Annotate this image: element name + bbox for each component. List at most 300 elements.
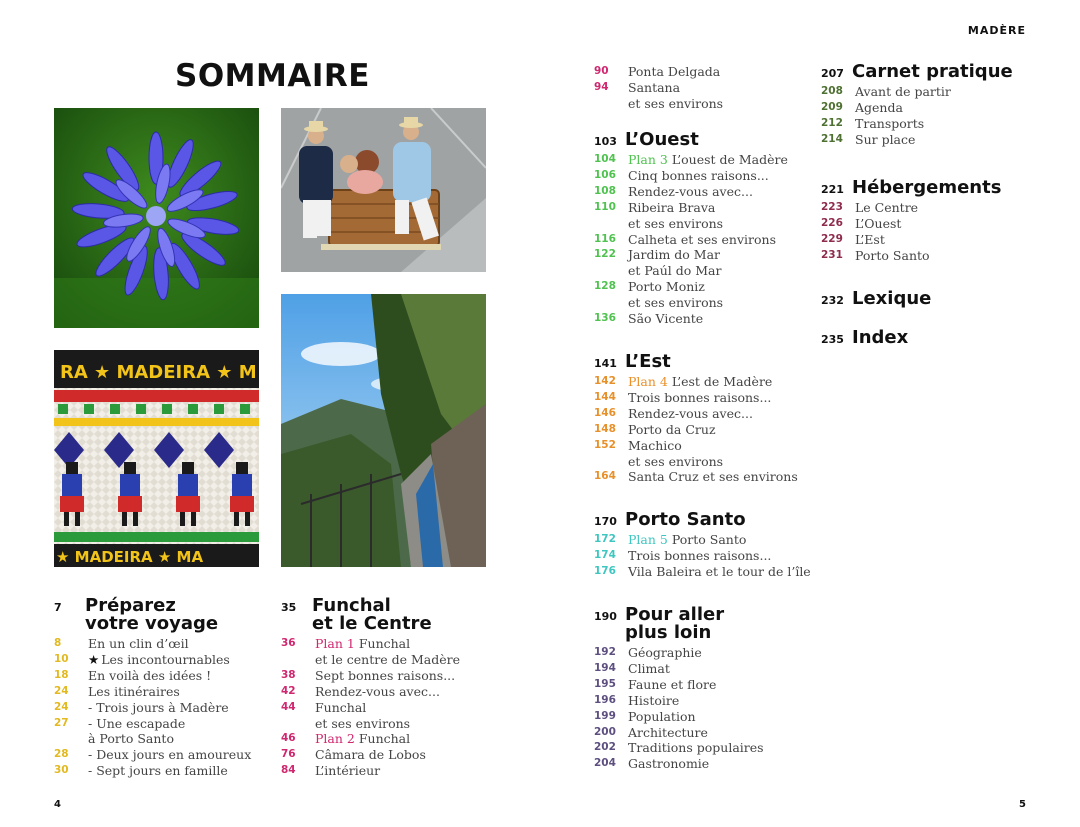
toc-entry-text [628,422,819,438]
toc-entry[interactable] [281,747,496,763]
toc-entry-line-text: Vila Baleira et le tour de l’île [628,563,811,579]
toc-entry-page: 106 [594,168,616,181]
toc-entry[interactable] [594,406,819,422]
toc-section-hebergements [821,179,1046,264]
section-title-line: Hébergements [852,177,1002,198]
toc-entry-text [855,132,1046,148]
toc-entry-line [855,84,1046,100]
toc-entry-line [628,96,819,112]
section-title-line: Carnet pratique [852,61,1013,82]
toc-entry-line-text: - Deux jours en amoureux [88,747,252,763]
toc-entry-line [315,716,496,732]
toc-entry-line-text: L’Est [855,231,885,247]
toc-entry-line [628,216,819,232]
section-heading [594,131,819,149]
toc-entry-text [855,116,1046,132]
toc-entry-line-text: Ponta Delgada [628,64,721,79]
section-heading [821,63,1046,81]
toc-entry-page: 136 [594,312,616,325]
toc-entry-page: 195 [594,677,616,690]
section-page-number: 35 [281,601,297,614]
toc-entry-line [315,700,496,716]
toc-entry-text [88,636,269,652]
toc-entry-text [628,184,819,200]
toc-entry-line [628,311,819,327]
section-page-number: 221 [821,183,844,196]
toc-section-preparez [54,597,269,779]
toc-entry-line [855,216,1046,232]
toc-entry-line [88,716,269,732]
toc-entry[interactable] [594,548,819,564]
section-page-number: 103 [594,135,617,148]
toc-entry[interactable] [54,684,269,700]
toc-entry[interactable] [821,200,1046,216]
toc-entry-text [628,677,819,693]
toc-entry-line [315,763,496,779]
toc-entry-page: 128 [594,280,616,293]
toc-entry[interactable] [821,232,1046,248]
toc-entry-page: 142 [594,375,616,387]
toc-entry-list [594,532,819,580]
toc-entry-text [628,152,819,168]
toc-entry-line [628,725,819,741]
toc-section-index [821,329,1046,350]
section-title [852,179,1001,197]
toc-entry-text [628,469,819,485]
toc-entry-page: 24 [54,684,69,697]
toc-entry-text [628,693,819,709]
toc-entry-line-text: Les incontournables [101,651,230,667]
toc-entry-line [628,247,819,263]
toc-entry-line [88,700,269,716]
svg-text:RA ★ MADEIRA ★ M: RA ★ MADEIRA ★ M [60,362,257,383]
toc-entry-line-text: Trois bonnes raisons... [628,389,772,405]
toc-entry-text [628,232,819,248]
toc-entry-line-text: Funchal [358,636,411,651]
toc-entry-line-text: Traditions populaires [628,740,764,756]
toc-entry-line-text: Funchal [315,699,367,715]
toc-entry-text [855,100,1046,116]
folio-left: 4 [54,799,61,810]
agapanthus-photo [54,108,259,328]
section-title-line: Index [852,327,909,348]
toc-entry[interactable] [281,763,496,779]
toc-entry-line [855,232,1046,248]
toc-entry[interactable] [54,747,269,763]
toc-entry[interactable] [594,374,819,390]
toc-entry-line-text: Funchal [358,731,411,747]
toc-entry[interactable] [594,184,819,200]
section-title-line: L’Ouest [625,129,699,150]
levada-trail-photo [281,294,486,567]
section-title-line: Pour aller [625,604,725,625]
toc-entry-line [855,100,1046,116]
toc-entry-text [628,564,819,580]
toc-section-est [594,353,819,485]
toc-entry-page: 30 [54,764,69,777]
toc-entry-text [88,684,269,700]
toc-entry-line-text: Jardim do Mar [628,247,720,263]
toc-entry-page: 110 [594,200,616,213]
toc-entry-page: 24 [54,700,69,713]
toc-entry-line [628,279,819,295]
toc-entry[interactable] [594,532,819,548]
toc-entry-line-text: et ses environs [628,295,724,311]
toc-entry-line-text: Câmara de Lobos [315,747,426,763]
toc-section-plus-loin [594,606,819,772]
toc-entry-page: 116 [594,232,616,245]
toc-entry-line-text: Les itinéraires [88,683,180,699]
toc-entry-text [628,374,819,390]
section-page-number: 235 [821,333,844,346]
toc-entry-list [54,636,269,779]
toc-entry-line-text: Ribeira Brava [628,199,716,215]
section-title-line: Préparez [85,595,176,616]
toc-entry[interactable] [594,709,819,725]
toc-entry-text [88,668,269,684]
star-icon: ★ [88,651,100,667]
toc-entry-text [628,548,819,564]
toc-entry-page: 108 [594,184,616,197]
toc-entry[interactable] [281,731,496,747]
toc-entry-page: 176 [594,564,616,577]
toc-entry[interactable] [281,636,496,668]
toc-entry-page: 122 [594,248,616,261]
toc-entry-line-text: et Paúl do Mar [628,263,722,279]
section-heading [594,353,819,371]
toc-entry-text [628,661,819,677]
toc-section-carnet [821,63,1046,148]
toc-entry[interactable] [54,763,269,779]
toc-entry-line-text: - Sept jours en famille [88,763,228,779]
toc-entry-page: 231 [821,248,843,261]
toc-entry[interactable] [594,438,819,470]
toc-entry-line-text: Histoire [628,692,680,708]
section-title-line: et le Centre [312,613,432,634]
toc-entry-text [628,709,819,725]
toc-entry-text [628,390,819,406]
toc-entry-line-text: Rendez-vous avec... [628,405,753,421]
toc-entry-line-text: Rendez-vous avec... [628,183,753,199]
toc-entry-line-text: L’Ouest [855,215,902,231]
toc-entry-line [628,454,819,470]
section-page-number: 170 [594,515,617,528]
toc-entry-list [594,152,819,327]
section-page-number: 7 [54,601,62,614]
toc-entry-page: 146 [594,406,616,419]
toc-entry-text [315,684,496,700]
toc-entry[interactable] [594,64,819,80]
toc-entry-text [88,700,269,716]
toc-entry[interactable] [281,700,496,732]
toc-entry-line-text: Architecture [628,724,708,740]
section-title [852,329,908,347]
toc-entry-line-text: Santa Cruz et ses environs [628,469,798,485]
folio-right: 5 [1019,799,1026,810]
toc-entry[interactable] [54,652,269,668]
section-heading [281,597,496,633]
toc-entry-line [628,406,819,422]
toc-entry-list [594,64,819,112]
toc-entry-line-text: Calheta et ses environs [628,231,776,247]
toc-entry[interactable] [594,693,819,709]
toc-entry-line-text: Le Centre [855,200,919,215]
toc-entry[interactable] [54,700,269,716]
toc-entry-line [88,763,269,779]
toc-entry-line [628,232,819,248]
toc-entry-line [855,248,1046,264]
section-title-line: plus loin [625,622,712,643]
toc-entry-text [628,406,819,422]
section-heading [594,511,819,529]
section-page-number: 141 [594,357,617,370]
toc-section-funchal [281,597,496,779]
toc-entry-page: 27 [54,716,69,729]
plan-label: Plan 1 [315,636,355,651]
toc-entry[interactable] [594,645,819,661]
toc-entry-line-text: L’est de Madère [671,374,773,389]
toc-entry[interactable] [281,668,496,684]
toc-entry-line [628,64,819,80]
toc-entry-page: 148 [594,422,616,435]
toc-entry[interactable] [821,248,1046,264]
toc-entry-line [628,295,819,311]
toc-entry-text [855,216,1046,232]
svg-text:★ MADEIRA ★ MA: ★ MADEIRA ★ MA [56,548,204,566]
toc-entry-page: 226 [821,216,843,229]
toc-entry[interactable] [821,116,1046,132]
toc-entry[interactable] [594,564,819,580]
page-title: SOMMAIRE [175,58,370,94]
toc-entry-line-text: Population [628,708,696,724]
toc-entry-page: 223 [821,201,843,213]
toc-entry-page: 90 [594,65,609,77]
toc-entry-line-text: et ses environs [628,95,724,111]
toc-entry-line-text: Sept bonnes raisons... [315,667,456,683]
section-title-line: Funchal [312,595,391,616]
toc-entry-page: 28 [54,748,69,761]
toc-entry-line-text: Porto Moniz [628,279,705,295]
section-title [625,353,671,371]
toc-entry-line-text: Machico [628,437,682,453]
toc-entry-text [88,747,269,763]
toc-entry-text [628,740,819,756]
toc-entry-line-text: et le centre de Madère [315,651,460,667]
toc-entry[interactable] [594,232,819,248]
toc-entry[interactable] [54,636,269,652]
toc-entry-page: 174 [594,548,616,561]
toc-entry[interactable] [594,247,819,279]
toc-entry-line [628,200,819,216]
toc-entry-line-text: São Vicente [628,311,704,327]
toc-entry[interactable] [594,311,819,327]
toc-entry-line [628,756,819,772]
section-heading [821,179,1046,197]
toc-entry-line [315,747,496,763]
toc-entry-line-text: Trois bonnes raisons... [628,547,772,563]
toc-entry-line [855,132,1046,148]
toc-entry[interactable] [594,677,819,693]
toc-entry-page: 84 [281,764,296,777]
toc-entry-text [855,84,1046,100]
toc-entry[interactable] [594,80,819,112]
toc-entry-page: 36 [281,637,296,649]
toc-entry[interactable] [281,684,496,700]
toc-entry-line-text: En voilà des idées ! [88,667,212,683]
toc-entry-page: 76 [281,748,296,761]
toc-entry-line [315,684,496,700]
toc-entry-text [315,747,496,763]
toc-entry[interactable] [54,716,269,748]
toc-entry-line-text: Porto da Cruz [628,421,716,437]
section-title-line: Porto Santo [625,509,746,530]
toc-entry-page: 209 [821,100,843,113]
toc-entry-line [628,709,819,725]
toc-entry-page: 172 [594,533,616,545]
toc-entry[interactable] [821,216,1046,232]
toc-entry-line [628,645,819,661]
toc-entry[interactable] [821,132,1046,148]
toc-entry-text [628,725,819,741]
plan-label: Plan 3 [628,152,668,167]
toc-entry[interactable] [54,668,269,684]
toc-entry-line [628,693,819,709]
toc-entry-line-text: Rendez-vous avec... [315,683,440,699]
toc-entry-page: 214 [821,132,843,145]
toc-entry-line-text: Agenda [855,99,903,115]
toc-entry-list [281,636,496,779]
toc-entry-line-text: Avant de partir [855,84,951,99]
toc-entry[interactable] [594,168,819,184]
section-title-line: votre voyage [85,613,219,634]
toc-entry-text [628,532,819,548]
toc-entry[interactable] [594,422,819,438]
toc-entry-page: 204 [594,757,616,770]
toc-entry[interactable] [821,84,1046,100]
toc-entry-line-text: à Porto Santo [88,731,174,747]
toc-entry-text [855,232,1046,248]
running-header-region: MADÈRE [967,24,1026,37]
toc-entry-line [628,438,819,454]
toc-entry[interactable] [594,740,819,756]
toc-entry-line-text: - Une escapade [88,715,186,731]
section-title [625,606,724,642]
toc-entry-line-text: L’intérieur [315,763,381,779]
toc-entry-line-text: L’ouest de Madère [671,152,788,167]
toc-entry[interactable] [594,200,819,232]
toc-entry-text [628,311,819,327]
section-title [625,511,746,529]
toc-entry-page: 42 [281,684,296,697]
toc-entry-text [88,652,269,668]
toc-entry-line-text: et ses environs [315,715,411,731]
toc-entry-page: 212 [821,116,843,129]
toc-entry-page: 46 [281,732,296,745]
section-title-line: Lexique [852,288,932,309]
toc-entry-page: 144 [594,390,616,403]
toc-entry-page: 196 [594,693,616,706]
section-title-line: L’Est [625,351,671,372]
toc-entry-page: 44 [281,700,296,713]
toc-entry-text [88,716,269,748]
toc-entry-line-text: Santana [628,79,681,95]
section-heading [594,606,819,642]
toc-entry-list [821,200,1046,264]
toc-entry-line-text: - Trois jours à Madère [88,699,229,715]
toc-entry-line [855,116,1046,132]
toc-entry-line [88,636,269,652]
toc-entry[interactable] [594,469,819,485]
section-heading [821,290,1046,308]
toc-entry-text [628,438,819,470]
toc-section-lexique [821,290,1046,311]
toc-entry-line [315,636,496,652]
toc-entry-line [628,661,819,677]
toc-entry-page: 192 [594,646,616,658]
toc-entry-line [628,168,819,184]
toc-entry-line-text: Gastronomie [628,756,710,772]
toc-entry-page: 199 [594,709,616,722]
toc-entry-text [628,279,819,311]
section-title [625,131,699,149]
toc-entry-line [88,668,269,684]
toc-entry-text [315,636,496,668]
toc-entry-page: 104 [594,153,616,165]
toc-entry-line [88,747,269,763]
toc-entry-line-text: et ses environs [628,215,724,231]
toc-entry-line [628,80,819,96]
toc-entry-text [88,763,269,779]
toc-entry-line [628,152,819,168]
toc-entry-line [628,374,819,390]
toc-entry[interactable] [821,100,1046,116]
section-page-number: 190 [594,610,617,623]
toc-entry-text [628,80,819,112]
toc-entry-line [628,548,819,564]
toc-entry-line-text: Faune et flore [628,676,717,692]
toc-entry[interactable] [594,279,819,311]
toc-entry-text [315,763,496,779]
toc-entry-line-text: Porto Santo [671,532,747,547]
toc-entry[interactable] [594,152,819,168]
toc-entry-line [628,564,819,580]
toc-entry[interactable] [594,756,819,772]
toc-entry[interactable] [594,725,819,741]
toc-entry-page: 208 [821,85,843,97]
toc-entry-text [855,248,1046,264]
toc-entry-line [628,469,819,485]
toc-entry-page: 152 [594,438,616,451]
toc-entry[interactable] [594,661,819,677]
toc-entry-page: 164 [594,470,616,483]
section-title [85,597,218,633]
toc-entry-line-text: Climat [628,660,670,676]
toc-entry-line-text: Cinq bonnes raisons... [628,167,769,183]
toc-entry-text [628,168,819,184]
toc-entry-list [594,374,819,485]
toc-entry-text [628,756,819,772]
toc-entry-line [628,184,819,200]
section-page-number: 232 [821,294,844,307]
toc-entry-line [88,652,269,668]
plan-label: Plan 2 [315,731,355,747]
toc-entry-page: 202 [594,741,616,754]
toc-entry-text [855,200,1046,216]
madeira-knit-pattern-photo [54,350,259,567]
toc-entry-page: 229 [821,232,843,245]
toc-entry-page: 10 [54,652,69,665]
toc-entry[interactable] [594,390,819,406]
